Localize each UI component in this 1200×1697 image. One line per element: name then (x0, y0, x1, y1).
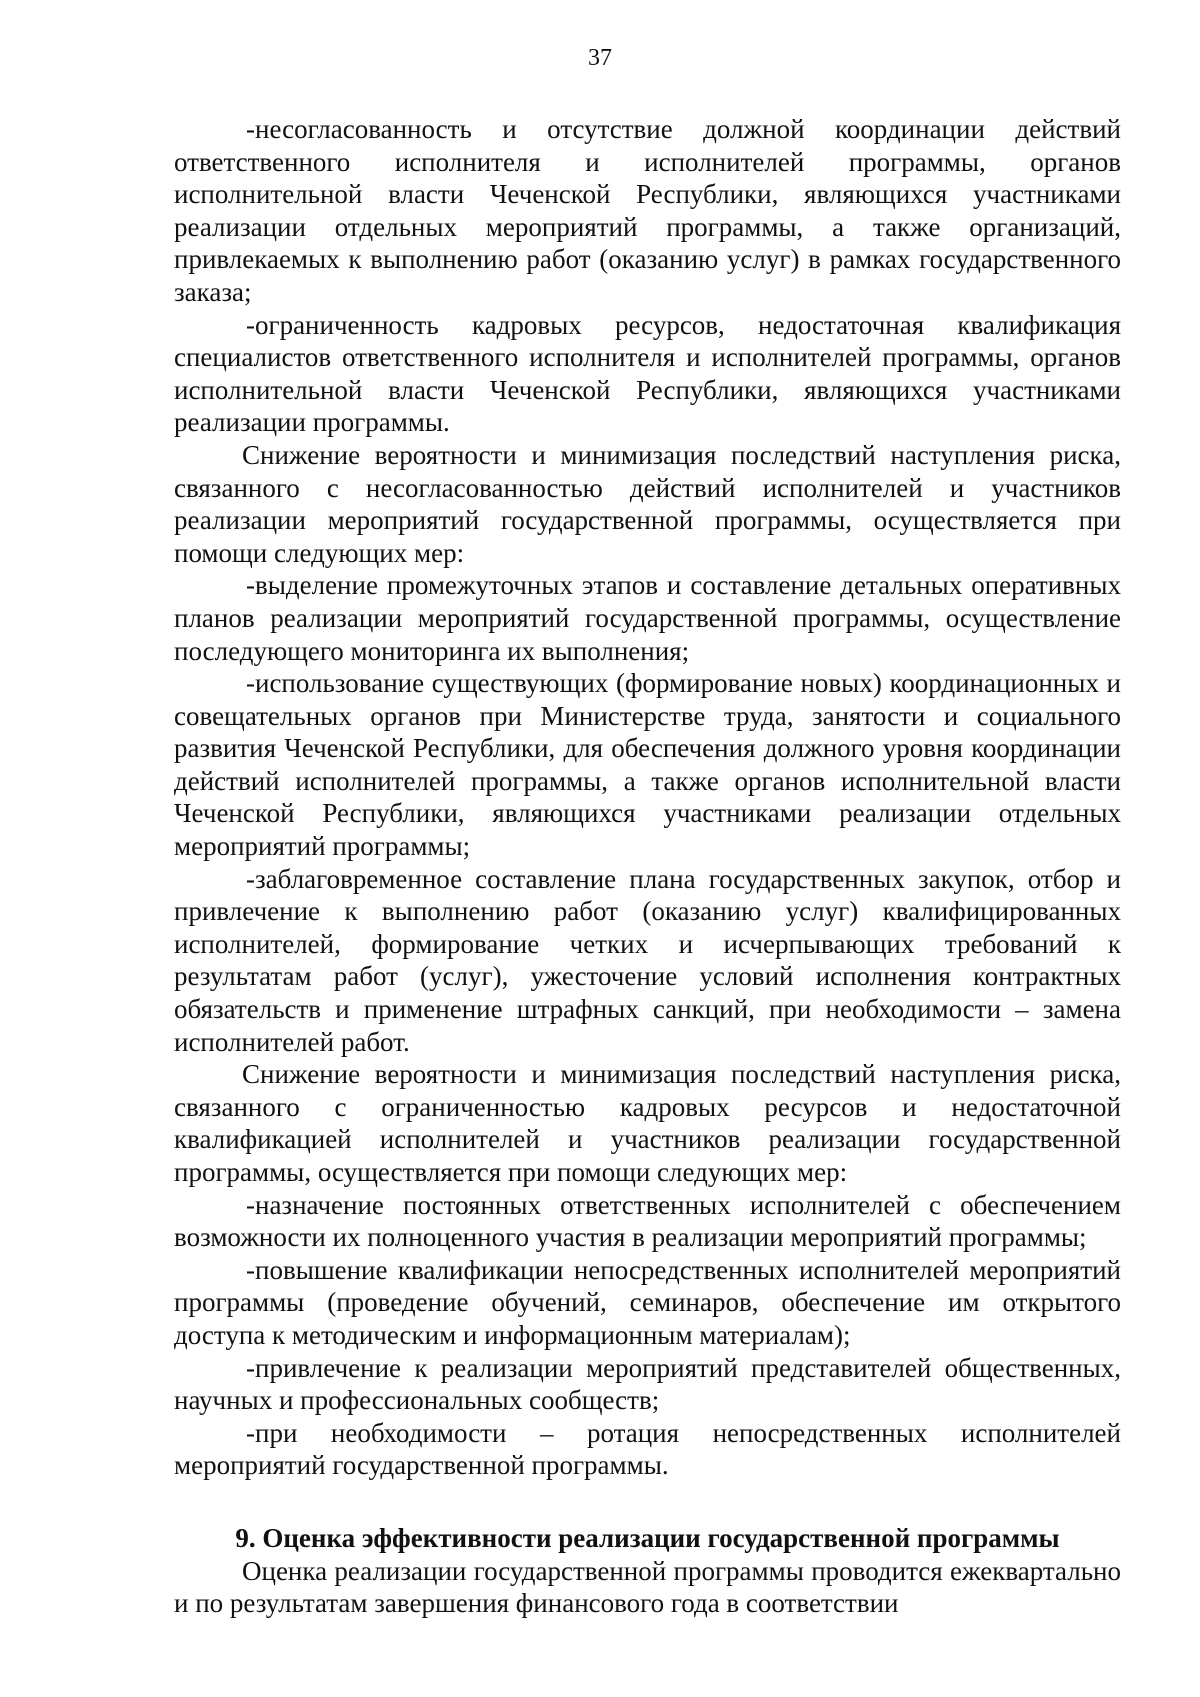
section-heading: 9. Оценка эффективности реализации государственной программы (235, 1522, 1060, 1553)
document-body (174, 113, 1121, 1620)
paragraph-measure-communities: -привлечение к реализации мероприятий представителей общественных, научных и профессиональных сообществ; (174, 1352, 1121, 1416)
paragraph-measure-rotation: -при необходимости – ротация непосредственных исполнителей мероприятий государственной программы. (174, 1417, 1121, 1481)
page-number: 37 (588, 45, 612, 71)
paragraph-mitigation-staff-intro: Снижение вероятности и минимизация последствий наступления риска, связанного с ограниченностью кадровых ресурсов и недостаточной квалификацией исполнителей и участников реализации государственной программы, осуществляется при помощи следующих мер: (174, 1059, 1121, 1187)
paragraph-measure-coordination-bodies: -использование существующих (формирование новых) координационных и совещательных органов при Министерстве труда, занятости и социального развития Чеченской Республики, для обеспечения должного уровня координации действий исполнителей программы, а также органов исполнительной власти Чеченской Республики, являющихся участниками реализации отдельных мероприятий программы; (174, 668, 1121, 862)
paragraph-measure-stages: -выделение промежуточных этапов и составление детальных оперативных планов реализации мероприятий государственной программы, осуществление последующего мониторинга их выполнения; (174, 570, 1121, 666)
paragraph-risk-inconsistency: -несогласованность и отсутствие должной координации действий ответственного исполнителя и исполнителей программы, органов исполнительной власти Чеченской Республики, являющихся участниками реализации отдельных мероприятий программы, а также организаций, привлекаемых к выполнению работ (оказанию услуг) в рамках государственного заказа; (174, 114, 1121, 307)
paragraph-mitigation-coordination-intro: Снижение вероятности и минимизация последствий наступления риска, связанного с несогласованностью действий исполнителей и участников реализации мероприятий государственной программы, осуществляется при помощи следующих мер: (174, 439, 1121, 568)
paragraph-measure-training: -повышение квалификации непосредственных исполнителей мероприятий программы (проведение обучений, семинаров, обеспечение им открытого доступа к методическим и информационным материалам); (174, 1254, 1121, 1350)
paragraph-measure-procurement: -заблаговременное составление плана государственных закупок, отбор и привлечение к выполнению работ (оказанию услуг) квалифицированных исполнителей, формирование четких и исчерпывающих требований к результатам работ (услуг), ужесточение условий исполнения контрактных обязательств и применение штрафных санкций, при необходимости – замена исполнителей работ. (174, 863, 1121, 1057)
paragraph-evaluation: Оценка реализации государственной программы проводится ежеквартально и по результатам завершения финансового года в соответствии (174, 1555, 1121, 1619)
paragraph-measure-permanent-staff: -назначение постоянных ответственных исполнителей с обеспечением возможности их полноценного участия в реализации мероприятий программы; (174, 1189, 1121, 1253)
paragraph-risk-staff-limits: -ограниченность кадровых ресурсов, недостаточная квалификация специалистов ответственного исполнителя и исполнителей программы, органов исполнительной власти Чеченской Республики, являющихся участниками реализации программы. (174, 309, 1121, 438)
